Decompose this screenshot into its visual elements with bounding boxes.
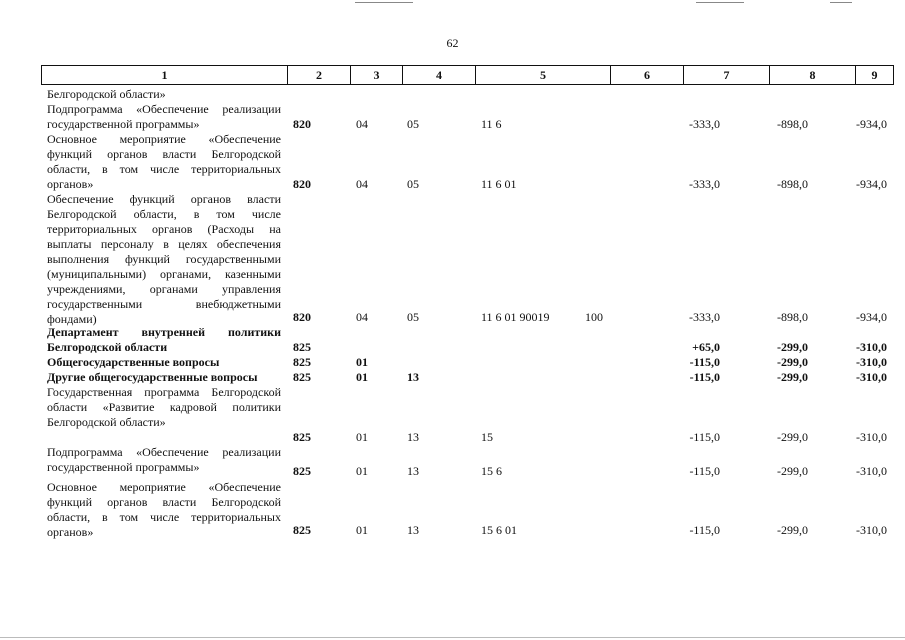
cell-target-item: 15	[481, 430, 493, 444]
cell-amount-8: -299,0	[777, 464, 808, 478]
scan-artifact	[355, 2, 413, 3]
cell-ministry-code: 825	[293, 464, 311, 478]
cell-subsection: 13	[407, 430, 419, 444]
cell-amount-9: -934,0	[856, 177, 887, 191]
column-header-8: 8	[769, 66, 855, 84]
cell-amount-9: -934,0	[856, 310, 887, 324]
cell-amount-8: -898,0	[777, 117, 808, 131]
cell-amount-9: -310,0	[856, 370, 887, 384]
page-number: 62	[446, 36, 459, 50]
cell-amount-8: -299,0	[777, 370, 808, 384]
cell-subsection: 13	[407, 370, 419, 384]
cell-amount-9: -310,0	[856, 523, 887, 537]
cell-section: 04	[356, 177, 368, 191]
cell-amount-9: -310,0	[856, 430, 887, 444]
scan-artifact	[0, 637, 905, 638]
cell-target-item: 11 6	[481, 117, 502, 131]
cell-amount-7: +65,0	[692, 340, 720, 354]
cell-amount-8: -898,0	[777, 177, 808, 191]
cell-amount-8: -299,0	[777, 523, 808, 537]
cell-amount-8: -299,0	[777, 430, 808, 444]
cell-section: 04	[356, 310, 368, 324]
cell-ministry-code: 825	[293, 355, 311, 369]
scan-artifact	[696, 2, 744, 3]
cell-amount-7: -115,0	[689, 464, 720, 478]
cell-ministry-code: 825	[293, 523, 311, 537]
cell-amount-8: -898,0	[777, 310, 808, 324]
column-header-6: 6	[610, 66, 683, 84]
cell-subsection: 05	[407, 117, 419, 131]
column-header-1: 1	[161, 68, 168, 82]
cell-subsection: 05	[407, 310, 419, 324]
cell-amount-9: -310,0	[856, 464, 887, 478]
cell-ministry-code: 820	[293, 310, 311, 324]
cell-target-item: 11 6 01	[481, 177, 517, 191]
cell-ministry-code: 820	[293, 117, 311, 131]
cell-subsection: 13	[407, 523, 419, 537]
cell-section: 01	[356, 355, 368, 369]
table-row-description: Общегосударственные вопросы	[47, 355, 220, 369]
cell-subsection: 05	[407, 177, 419, 191]
table-row-description: Государственная программа Белгородской области «Развитие кадровой политики Белгородской области»	[47, 385, 281, 429]
scan-artifact	[830, 2, 852, 3]
cell-target-item: 15 6 01	[481, 523, 517, 537]
cell-amount-8: -299,0	[777, 355, 808, 369]
column-header-9: 9	[855, 66, 893, 84]
table-row-description: Департамент внутренней политики Белгородской области	[47, 325, 281, 354]
table-row-description: Основное мероприятие «Обеспечение функций органов власти Белгородской области, в том числе территориальных органов»	[47, 132, 281, 191]
cell-target-item: 11 6 01 90019	[481, 310, 550, 324]
cell-section: 01	[356, 370, 368, 384]
table-row-description: Другие общегосударственные вопросы	[47, 370, 258, 384]
cell-target-item: 15 6	[481, 464, 502, 478]
cell-amount-7: -333,0	[689, 117, 720, 131]
cell-section: 01	[356, 430, 368, 444]
table-row-description: Основное мероприятие «Обеспечение функций органов власти Белгородской области, в том числе территориальных органов»	[47, 480, 281, 539]
table-row-description: Обеспечение функций органов власти Белгородской области, в том числе территориальных органов (Расходы на выплаты персоналу в целях обеспечения выполнения функций государственными (муниципальными) органами, казенными учреждениями, органами управления государственными внебюджетными фондами)	[47, 192, 281, 326]
cell-section: 01	[356, 464, 368, 478]
cell-amount-7: -333,0	[689, 177, 720, 191]
column-header-4: 4	[402, 66, 475, 84]
cell-subsection: 13	[407, 464, 419, 478]
cell-amount-7: -115,0	[689, 430, 720, 444]
column-header-3: 3	[350, 66, 402, 84]
cell-amount-7: -115,0	[689, 355, 720, 369]
cell-ministry-code: 825	[293, 370, 311, 384]
cell-ministry-code: 825	[293, 340, 311, 354]
cell-expense-type: 100	[585, 310, 603, 324]
table-row-description: Подпрограмма «Обеспечение реализации государственной программы»	[47, 445, 281, 474]
cell-ministry-code: 825	[293, 430, 311, 444]
cell-section: 01	[356, 523, 368, 537]
cell-amount-8: -299,0	[777, 340, 808, 354]
cell-amount-7: -333,0	[689, 310, 720, 324]
column-header-5: 5	[475, 66, 610, 84]
cell-amount-9: -310,0	[856, 340, 887, 354]
cell-amount-9: -934,0	[856, 117, 887, 131]
table-row-description: Белгородской области»	[47, 87, 166, 101]
column-header-2: 2	[287, 66, 350, 84]
cell-amount-7: -115,0	[689, 523, 720, 537]
column-header-row	[41, 65, 894, 85]
cell-amount-7: -115,0	[689, 370, 720, 384]
cell-amount-9: -310,0	[856, 355, 887, 369]
column-header-7: 7	[683, 66, 769, 84]
cell-ministry-code: 820	[293, 177, 311, 191]
table-row-description: Подпрограмма «Обеспечение реализации государственной программы»	[47, 102, 281, 131]
cell-section: 04	[356, 117, 368, 131]
